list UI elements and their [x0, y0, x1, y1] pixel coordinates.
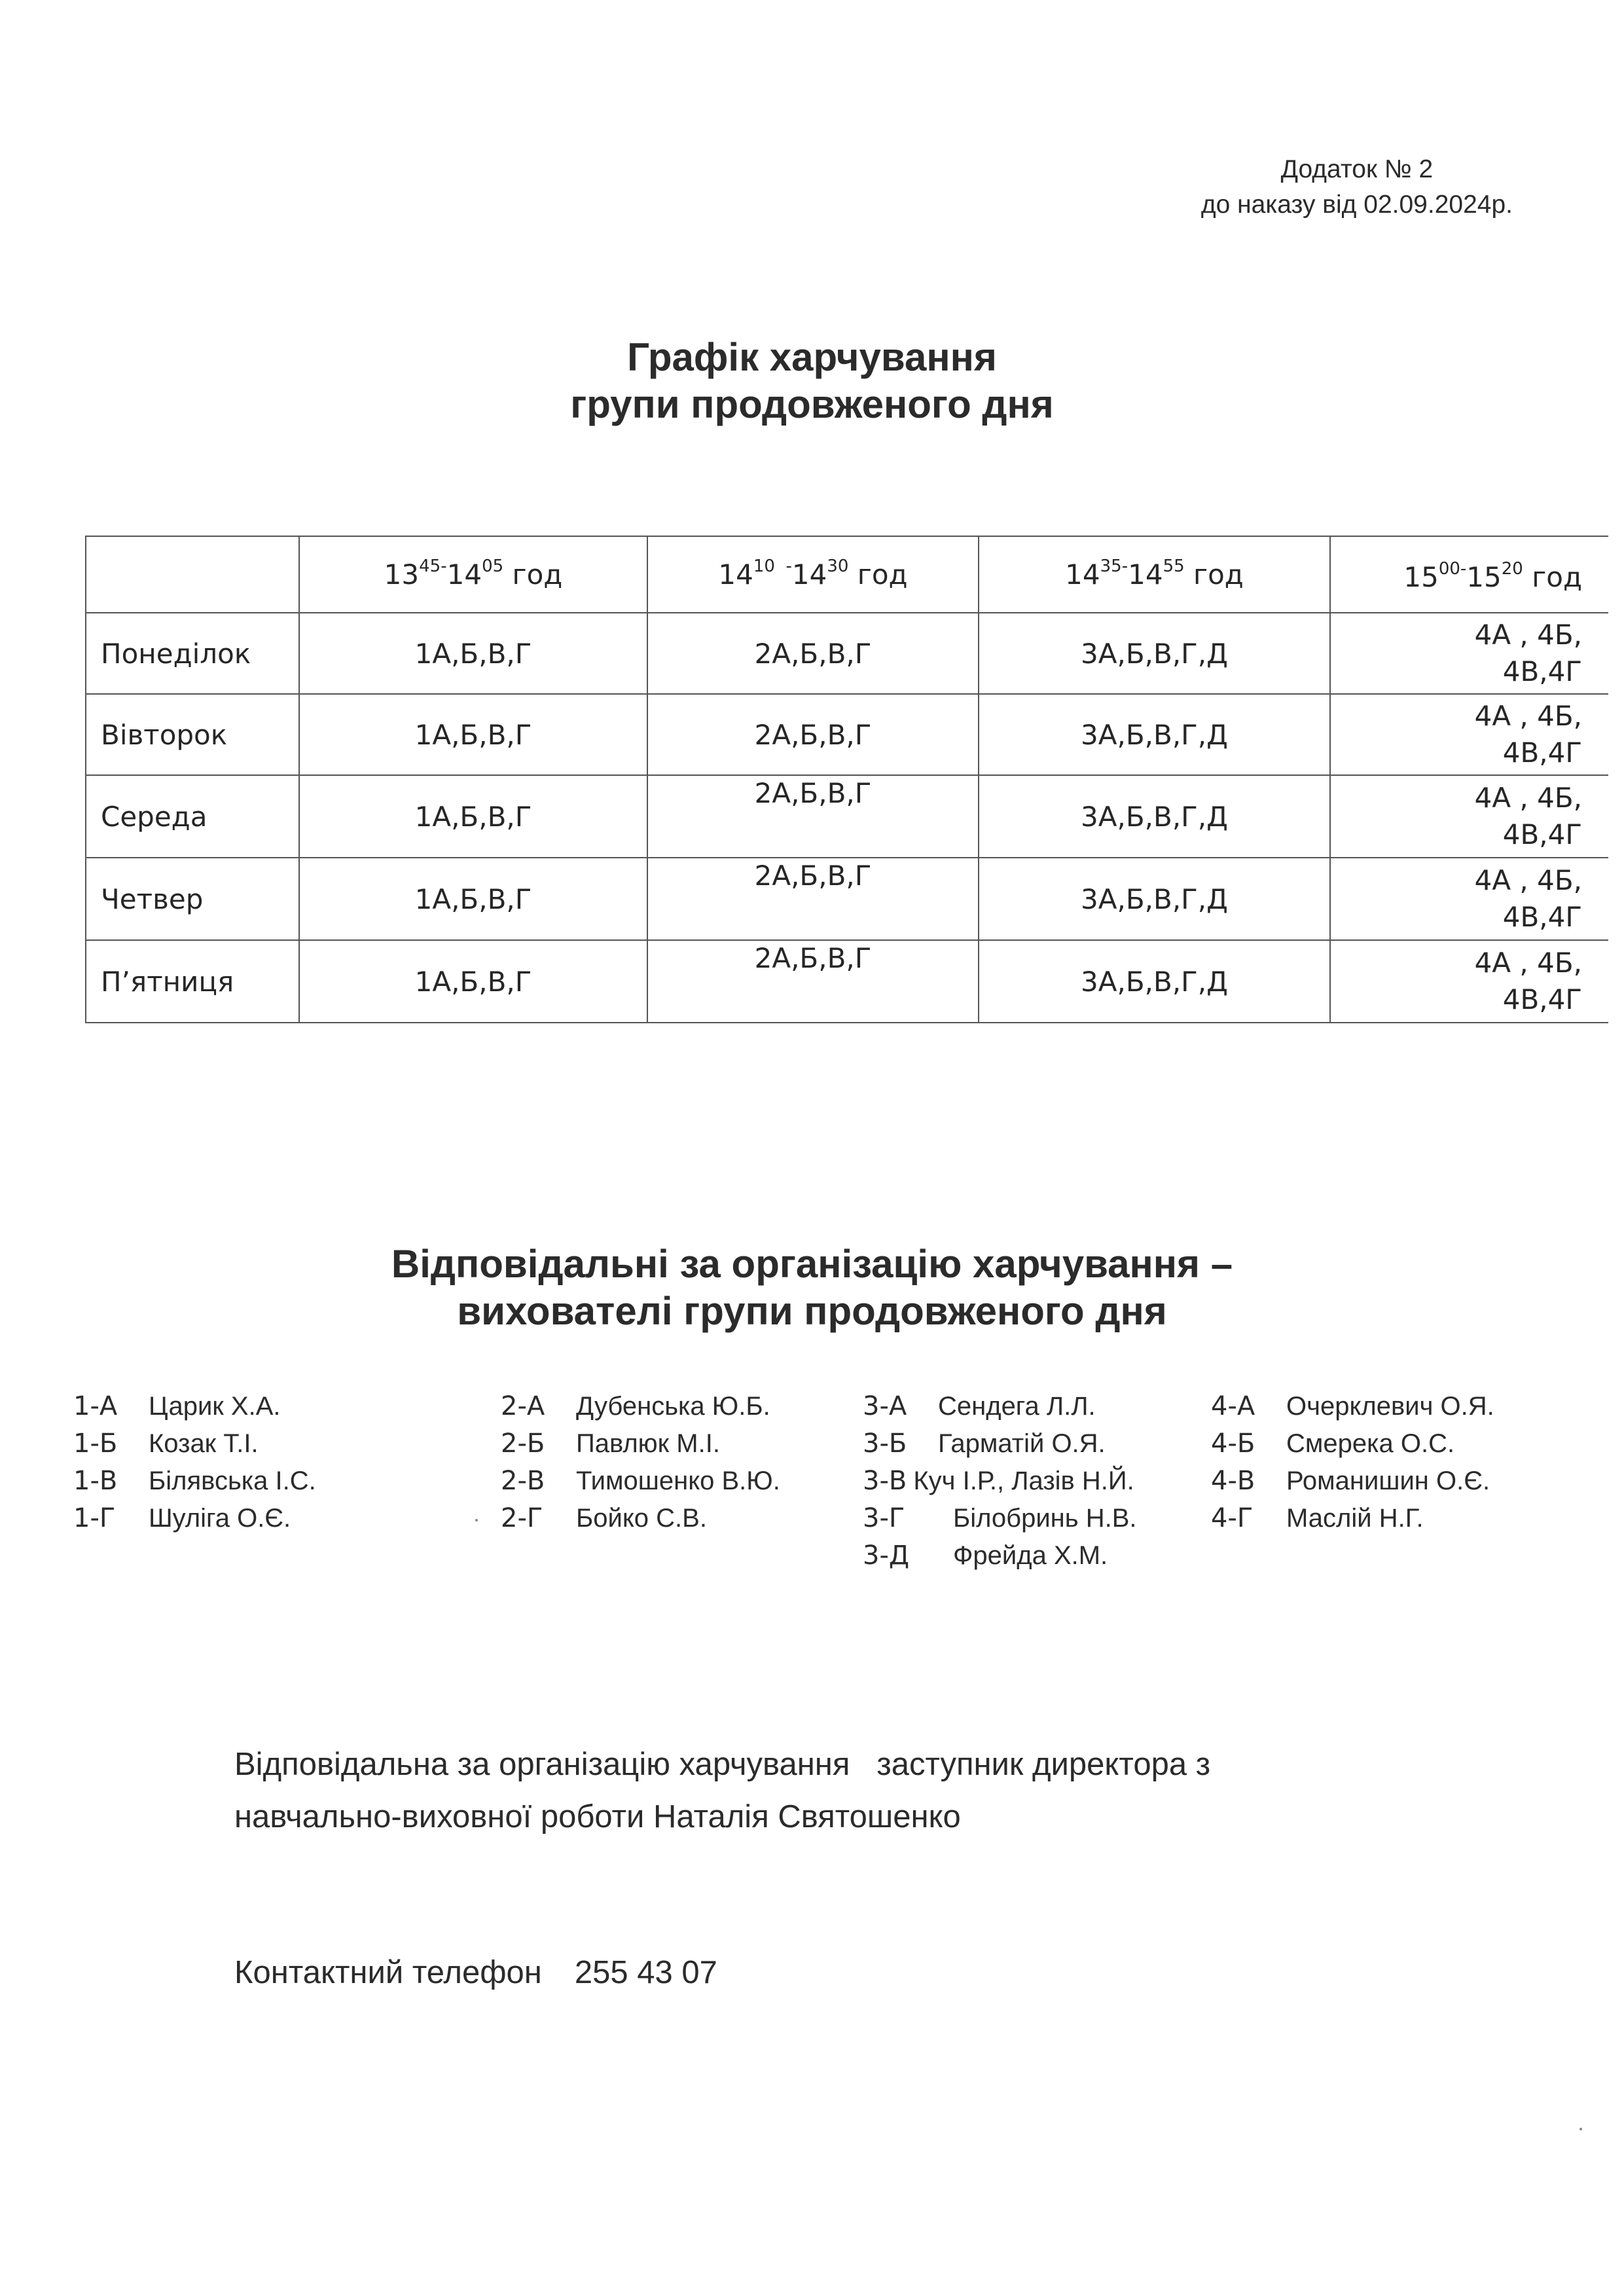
list-item: 3-Г Білобринь Н.В.	[863, 1503, 1137, 1533]
schedule-title-line2: групи продовженого дня	[570, 382, 1054, 426]
slot4-cell: 4А , 4Б, 4В,4Г	[1330, 858, 1608, 940]
list-item: 1-Б Козак Т.І.	[73, 1429, 259, 1459]
slot4-cell: 4А , 4Б, 4В,4Г	[1330, 775, 1608, 858]
slot2-cell: 2А,Б,В,Г	[647, 858, 979, 940]
slot2-cell: 2А,Б,В,Г	[647, 694, 979, 775]
list-item: 2-Г Бойко С.В.	[501, 1503, 707, 1533]
responsible-person-line1: Відповідальна за організацію харчування заступник директора з	[234, 1747, 1211, 1782]
slot3-cell: 3А,Б,В,Г,Д	[979, 858, 1330, 940]
annex-header	[1201, 152, 1513, 223]
slot1-cell: 1А,Б,В,Г	[299, 694, 647, 775]
scan-speck	[475, 1519, 478, 1522]
day-cell: Вівторок	[86, 694, 299, 775]
table-row	[86, 940, 1608, 1023]
slot4-cell: 4А , 4Б, 4В,4Г	[1330, 694, 1608, 775]
list-item: 4-Б Смерека О.С.	[1211, 1429, 1455, 1459]
responsible-title	[0, 1241, 1624, 1335]
list-item: 3-Д Фрейда Х.М.	[863, 1540, 1108, 1571]
slot3-cell: 3А,Б,В,Г,Д	[979, 694, 1330, 775]
header-time-slot-1: $13^{45-}14^{05}$ год	[299, 536, 647, 613]
slot3-cell: 3А,Б,В,Г,Д	[979, 940, 1330, 1023]
slot2-cell: 2А,Б,В,Г	[647, 613, 979, 694]
table-row	[86, 613, 1608, 694]
list-item: 3-А Сендега Л.Л.	[863, 1391, 1096, 1421]
slot1-cell: 1А,Б,В,Г	[299, 775, 647, 858]
contact-phone-label: Контактний телефон	[234, 1955, 542, 1990]
annex-number: Додаток № 2	[1280, 155, 1434, 183]
slot1-cell: 1А,Б,В,Г	[299, 613, 647, 694]
day-cell: П’ятниця	[86, 940, 299, 1023]
header-time-slot-4: $15^{00-}15^{20}$ год	[1330, 536, 1608, 613]
teachers-column-2	[501, 1388, 780, 1537]
responsible-title-line2: вихователі групи продовженого дня	[457, 1289, 1167, 1333]
schedule-title	[0, 334, 1624, 428]
list-item: 4-Г Маслій Н.Г.	[1211, 1503, 1424, 1533]
list-item: 2-Б Павлюк М.І.	[501, 1429, 720, 1459]
header-time-slot-2: $14^{10}$ $^-14^{30}$ год	[647, 536, 979, 613]
table-row	[86, 694, 1608, 775]
slot2-cell: 2А,Б,В,Г	[647, 775, 979, 858]
list-item: 1-Г Шуліга О.Є.	[73, 1503, 291, 1533]
list-item: 1-В Білявська І.С.	[73, 1466, 316, 1496]
day-cell: Середа	[86, 775, 299, 858]
responsible-person-line2: навчально-виховної роботи Наталія Святошенко	[234, 1799, 961, 1834]
annex-order-date: до наказу від 02.09.2024р.	[1200, 191, 1513, 219]
responsible-person	[234, 1738, 1478, 1843]
meal-schedule-table	[85, 536, 1608, 1023]
teachers-column-3	[863, 1388, 1137, 1575]
slot1-cell: 1А,Б,В,Г	[299, 858, 647, 940]
table-row	[86, 775, 1608, 858]
header-time-slot-3: $14^{35-}14^{55}$ год	[979, 536, 1330, 613]
slot3-cell: 3А,Б,В,Г,Д	[979, 613, 1330, 694]
slot3-cell: 3А,Б,В,Г,Д	[979, 775, 1330, 858]
list-item: 1-А Царик Х.А.	[73, 1391, 281, 1421]
list-item: 4-В Романишин О.Є.	[1211, 1466, 1490, 1496]
header-empty-cell	[86, 536, 299, 613]
slot4-cell: 4А , 4Б, 4В,4Г	[1330, 613, 1608, 694]
contact-phone	[234, 1954, 717, 1991]
list-item: 3-Б Гарматій О.Я.	[863, 1429, 1106, 1459]
teachers-column-4	[1211, 1388, 1494, 1537]
responsible-title-line1: Відповідальні за організацію харчування –	[391, 1242, 1233, 1286]
scan-speck	[1579, 2128, 1582, 2130]
list-item: 3-В Куч І.Р., Лазів Н.Й.	[863, 1466, 1134, 1496]
day-cell: Четвер	[86, 858, 299, 940]
table-row	[86, 858, 1608, 940]
list-item: 2-В Тимошенко В.Ю.	[501, 1466, 780, 1496]
contact-phone-number: 255 43 07	[574, 1955, 717, 1990]
slot4-cell: 4А , 4Б, 4В,4Г	[1330, 940, 1608, 1023]
slot1-cell: 1А,Б,В,Г	[299, 940, 647, 1023]
slot2-cell: 2А,Б,В,Г	[647, 940, 979, 1023]
list-item: 2-А Дубенська Ю.Б.	[501, 1391, 770, 1421]
schedule-title-line1: Графік харчування	[627, 335, 997, 379]
day-cell: Понеділок	[86, 613, 299, 694]
list-item: 4-А Очерклевич О.Я.	[1211, 1391, 1494, 1421]
teachers-column-1	[73, 1388, 316, 1537]
table-header-row	[86, 536, 1608, 613]
